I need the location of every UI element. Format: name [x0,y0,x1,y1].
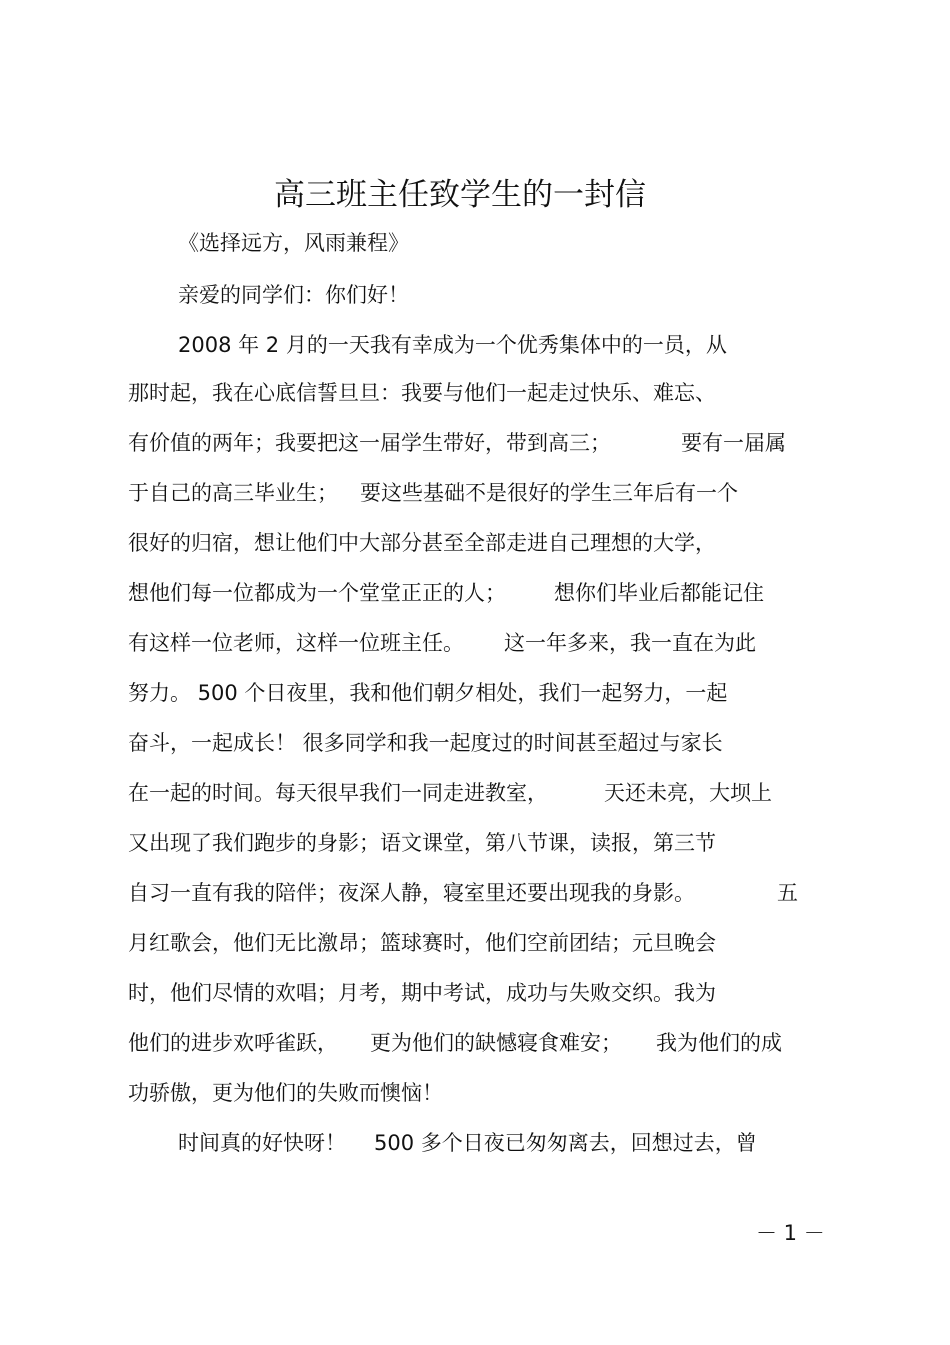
line-segment: 这一年多来，我一直在为此 [504,631,756,655]
paragraph-line: 2008 年 2 月的一天我有幸成为一个优秀集体中的一员，从 [178,333,727,357]
line-segment: 想他们每一位都成为一个堂堂正正的人； [128,581,506,605]
line-segment: 五 [777,881,798,905]
paragraph-line [128,628,756,658]
paragraph-line: 很好的归宿，想让他们中大部分甚至全部走进自己理想的大学， [128,531,716,555]
subtitle: 《选择远方，风雨兼程》 [178,231,409,255]
line-segment: 要这些基础不是很好的学生三年后有一个 [360,481,738,505]
paragraph-line [128,578,764,608]
line-segment: 想你们毕业后都能记住 [554,581,764,605]
line-segment: 他们的进步欢呼雀跃， [128,1031,338,1055]
paragraph-line [128,1028,782,1058]
line-segment: 更为他们的缺憾寝食难安； [370,1031,622,1055]
line-segment: 时间真的好快呀！ [178,1131,346,1155]
paragraph-line: 又出现了我们跑步的身影；语文课堂，第八节课，读报，第三节 [128,831,716,855]
paragraph-line [128,428,786,458]
line-segment: 于自己的高三毕业生； [128,481,338,505]
greeting: 亲爱的同学们：你们好！ [178,283,409,307]
paragraph-line: 那时起，我在心底信誓旦旦：我要与他们一起走过快乐、难忘、 [128,381,716,405]
paragraph-line [178,1128,757,1158]
line-segment: 自习一直有我的陪伴；夜深人静，寝室里还要出现我的身影。 [128,881,695,905]
document-title: 高三班主任致学生的一封信 [274,177,646,213]
paragraph-line: 时，他们尽情的欢唱；月考，期中考试，成功与失败交织。我为 [128,981,716,1005]
line-segment: 500 多个日夜已匆匆离去，回想过去，曾 [374,1131,757,1155]
line-segment: 要有一届属 [681,431,786,455]
paragraph-line [128,478,738,508]
paragraph-line: 功骄傲，更为他们的失败而懊恼！ [128,1081,443,1105]
paragraph-line: 奋斗，一起成长！ 很多同学和我一起度过的时间甚至超过与家长 [128,731,723,755]
paragraph-line: 努力。 500 个日夜里，我和他们朝夕相处，我们一起努力，一起 [128,681,728,705]
paragraph-line: 月红歌会，他们无比激昂；篮球赛时，他们空前团结；元旦晚会 [128,931,716,955]
line-segment: 我为他们的成 [656,1031,782,1055]
paragraph-line [128,878,798,908]
page-number: － 1 － [756,1221,825,1245]
line-segment: 天还未亮，大坝上 [604,781,772,805]
line-segment: 有价值的两年；我要把这一届学生带好，带到高三； [128,431,611,455]
line-segment: 有这样一位老师，这样一位班主任。 [128,631,464,655]
line-segment: 在一起的时间。每天很早我们一同走进教室， [128,781,548,805]
paragraph-line [128,778,772,808]
